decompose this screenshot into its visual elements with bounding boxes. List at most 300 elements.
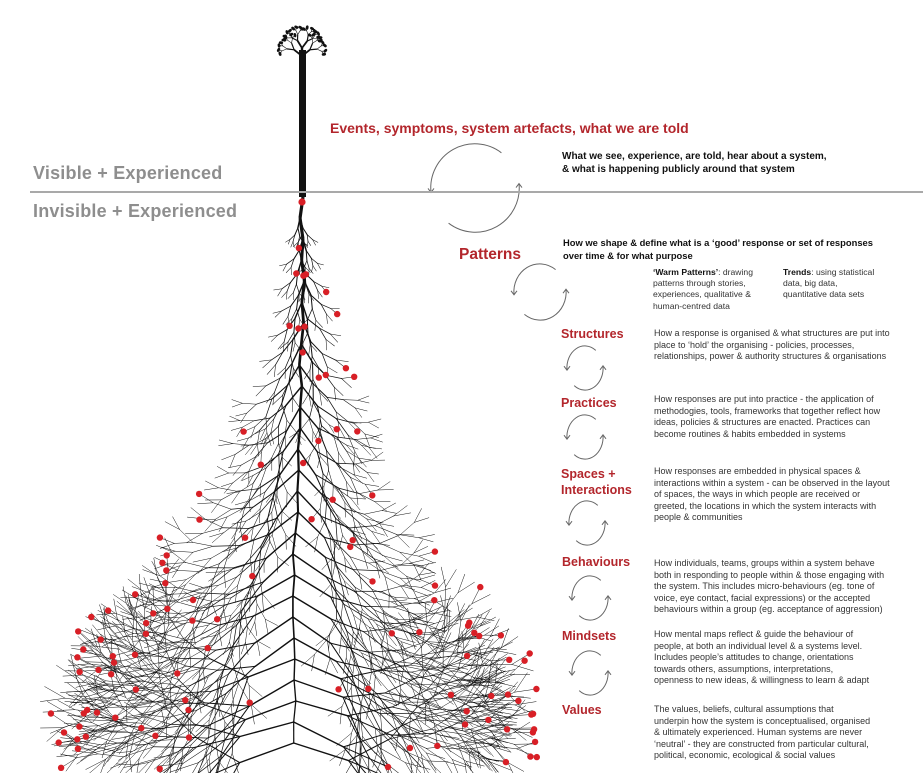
root-branch — [56, 665, 76, 678]
root-branch — [382, 585, 404, 591]
root-spine — [300, 218, 303, 239]
root-branch — [241, 642, 245, 654]
root-dot — [286, 323, 292, 329]
structures-title: Structures — [561, 327, 624, 341]
root-branch — [266, 399, 272, 417]
root-system-icon — [40, 197, 537, 773]
root-branch — [232, 403, 242, 407]
root-branch — [359, 633, 367, 648]
root-branch — [143, 570, 160, 576]
root-dot — [431, 597, 437, 603]
root-spine — [293, 575, 295, 596]
root-branch — [211, 500, 221, 513]
mindsets-line: towards others, assumptions, interpretations, — [654, 663, 834, 674]
root-branch — [298, 228, 300, 236]
root-dot — [164, 606, 170, 612]
root-dot — [298, 198, 305, 205]
root-branch — [514, 729, 532, 737]
root-branch — [286, 267, 291, 272]
events-description-line: & what is happening publicly around that system — [562, 164, 795, 175]
root-branch — [502, 708, 519, 710]
root-dot — [133, 686, 139, 692]
root-dot — [532, 739, 538, 745]
trends-text: : using statistical — [811, 267, 875, 277]
root-branch — [338, 453, 345, 464]
root-dot — [464, 653, 470, 659]
root-branch — [271, 433, 274, 444]
root-dot — [334, 311, 340, 317]
root-branch — [299, 470, 322, 494]
root-branch — [292, 398, 293, 412]
root-branch — [219, 488, 237, 492]
root-branch — [508, 763, 517, 773]
root-dot — [527, 650, 533, 656]
root-branch — [412, 672, 436, 683]
root-dot — [75, 628, 81, 634]
root-branch — [300, 428, 317, 452]
root-branch — [494, 703, 510, 711]
root-branch — [118, 716, 143, 720]
root-branch — [372, 531, 380, 543]
root-branch — [449, 611, 450, 631]
root-branch — [113, 595, 126, 604]
root-branch — [123, 587, 126, 604]
root-branch — [285, 435, 286, 447]
root-dot — [162, 580, 168, 586]
root-branch — [375, 610, 397, 620]
practices-line: ideas, policies & structures are enacted. Practices can — [654, 417, 871, 428]
crown-branch — [297, 41, 302, 48]
root-branch — [380, 714, 402, 737]
root-branch — [309, 268, 313, 273]
root-branch — [123, 717, 146, 720]
root-branch — [52, 740, 73, 744]
root-branch — [105, 628, 119, 650]
structures-description — [654, 328, 890, 363]
crown-branch — [282, 49, 287, 51]
root-branch — [161, 617, 179, 618]
root-branch — [114, 599, 118, 620]
values-line: political, economic, ecological & social values — [654, 750, 836, 761]
root-branch — [134, 759, 155, 765]
root-branch — [338, 453, 339, 467]
root-dot — [533, 686, 539, 692]
root-branch — [249, 430, 260, 438]
root-dot — [448, 692, 454, 698]
root-branch — [368, 422, 378, 428]
root-branch — [143, 654, 159, 676]
root-branch — [177, 691, 212, 693]
root-branch — [313, 379, 320, 392]
root-dot — [152, 733, 158, 739]
root-branch — [219, 440, 233, 444]
crown-branch — [296, 30, 298, 34]
root-branch — [419, 538, 434, 542]
root-branch — [337, 463, 355, 464]
root-dot — [334, 426, 340, 432]
root-branch — [355, 587, 373, 598]
root-branch — [186, 568, 207, 580]
root-branch — [422, 623, 428, 647]
root-branch — [440, 726, 458, 744]
root-branch — [205, 519, 223, 528]
root-dot — [163, 567, 169, 573]
root-branch — [47, 728, 63, 742]
root-branch — [154, 558, 157, 575]
root-branch — [47, 702, 64, 712]
root-branch — [419, 572, 434, 575]
root-branch — [349, 526, 375, 528]
root-branch — [368, 650, 401, 652]
root-branch — [190, 632, 195, 650]
root-branch — [361, 653, 369, 667]
root-dot — [293, 270, 299, 276]
root-dot — [174, 670, 180, 676]
root-branch — [485, 648, 501, 665]
root-branch — [420, 720, 445, 721]
root-branch — [460, 742, 481, 747]
root-dot — [369, 492, 375, 498]
root-branch — [317, 406, 321, 426]
root-branch — [307, 241, 308, 246]
warm-patterns-note — [653, 267, 753, 312]
root-branch — [205, 481, 218, 488]
practices-line: methodogies, tools, frameworks that together reflect how — [654, 405, 881, 416]
root-branch — [401, 565, 421, 566]
root-branch — [67, 691, 86, 692]
cycle-arrows-icon — [569, 576, 611, 620]
root-branch — [295, 533, 325, 557]
values-description — [654, 704, 870, 762]
root-branch — [206, 572, 223, 573]
root-branch — [375, 676, 388, 691]
mindsets-line: Includes people’s attitudes to change, orientations — [654, 652, 854, 663]
root-branch — [331, 597, 365, 606]
root-branch — [255, 617, 293, 643]
root-branch — [205, 519, 216, 531]
events-description-line: What we see, experience, are told, hear about a system, — [562, 151, 827, 162]
root-branch — [282, 511, 292, 520]
root-dot — [296, 245, 302, 251]
root-branch — [426, 748, 445, 761]
root-spine — [297, 491, 298, 512]
root-dot — [432, 582, 438, 588]
root-branch — [245, 445, 253, 455]
root-branch — [77, 754, 98, 758]
root-branch — [368, 619, 390, 624]
root-branch — [240, 722, 294, 737]
spaces-title-line: Spaces + — [561, 467, 616, 481]
root-spine — [302, 239, 303, 260]
events-title: Events, symptoms, system artefacts, what we are told — [330, 120, 689, 136]
root-branch — [320, 416, 328, 424]
root-branch — [364, 511, 382, 515]
root-branch — [378, 490, 394, 491]
root-branch — [219, 546, 239, 564]
root-branch — [231, 585, 251, 598]
root-branch — [420, 721, 440, 735]
root-branch — [458, 574, 465, 593]
root-branch — [302, 386, 318, 406]
root-dot — [61, 729, 67, 735]
root-dot — [185, 707, 191, 713]
root-branch — [245, 627, 247, 642]
root-branch — [86, 662, 103, 663]
root-branch — [281, 511, 282, 525]
root-branch — [139, 583, 156, 587]
root-branch — [256, 399, 272, 404]
root-dot — [351, 374, 357, 380]
crown-branch — [317, 49, 322, 51]
root-branch — [307, 261, 309, 269]
root-branch — [234, 677, 248, 718]
root-branch — [445, 593, 458, 611]
trends-text: quantitative data sets — [783, 289, 865, 300]
root-branch — [264, 554, 293, 582]
root-branch — [345, 557, 346, 572]
root-branch — [181, 670, 200, 685]
root-dot — [323, 289, 329, 295]
root-branch — [427, 607, 440, 623]
root-branch — [491, 704, 516, 705]
root-branch — [437, 598, 453, 602]
leaf-icon — [305, 25, 308, 30]
root-branch — [216, 509, 232, 519]
root-branch — [488, 636, 501, 648]
root-branch — [57, 755, 78, 757]
root-dot — [350, 537, 356, 543]
root-branch — [393, 607, 415, 614]
root-branch — [293, 554, 326, 577]
root-spine — [298, 449, 299, 470]
root-branch — [358, 400, 369, 403]
root-branch — [266, 378, 280, 386]
root-dot — [157, 766, 163, 772]
spaces-interactions-description — [654, 466, 890, 524]
root-branch — [250, 592, 251, 611]
root-dot — [515, 698, 521, 704]
root-branch — [400, 552, 414, 565]
root-branch — [311, 295, 321, 304]
root-branch — [66, 755, 78, 771]
warm-patterns-text: patterns through stories, — [653, 278, 746, 289]
root-dot — [385, 764, 391, 770]
root-dot — [416, 629, 422, 635]
cycle-arrows-icon — [511, 264, 569, 320]
root-dot — [94, 709, 100, 715]
root-spine — [294, 659, 295, 680]
behaviours-title: Behaviours — [562, 555, 631, 569]
root-dot — [159, 560, 165, 566]
root-branch — [293, 284, 296, 293]
root-branch — [240, 743, 294, 763]
root-dot — [531, 726, 537, 732]
root-branch — [400, 535, 418, 538]
root-branch — [327, 618, 337, 639]
root-branch — [116, 733, 139, 747]
root-branch — [380, 535, 400, 543]
root-branch — [213, 503, 231, 510]
root-branch — [289, 382, 293, 398]
root-branch — [458, 582, 475, 593]
root-branch — [185, 763, 199, 773]
root-branch — [275, 378, 281, 392]
root-branch — [336, 590, 337, 619]
root-dot — [132, 652, 138, 658]
root-dot — [196, 491, 202, 497]
root-branch — [359, 458, 372, 460]
root-branch — [485, 664, 512, 665]
root-branch — [278, 557, 289, 566]
root-branch — [89, 732, 112, 741]
root-branch — [393, 566, 407, 577]
root-branch — [358, 396, 369, 400]
root-branch — [343, 400, 355, 408]
root-branch — [422, 647, 424, 676]
root-branch — [368, 632, 372, 653]
root-dot — [143, 620, 149, 626]
root-dot — [76, 669, 82, 675]
root-branch — [163, 647, 179, 653]
root-dot — [335, 686, 341, 692]
root-branch — [186, 563, 207, 568]
spaces-line: people & communities — [654, 512, 743, 523]
root-branch — [382, 591, 401, 602]
root-dot — [112, 715, 118, 721]
crown-branch — [287, 40, 291, 43]
root-dot — [389, 630, 395, 636]
root-branch — [371, 452, 383, 460]
root-branch — [327, 450, 329, 470]
root-dot — [503, 759, 509, 765]
root-dot — [132, 591, 138, 597]
root-branch — [266, 417, 267, 433]
root-spine — [294, 701, 296, 722]
root-branch — [466, 742, 489, 762]
root-dot — [308, 516, 314, 522]
root-branch — [51, 714, 69, 726]
root-dot — [56, 739, 62, 745]
patterns-description-line: over time & for what purpose — [563, 249, 693, 261]
root-branch — [255, 622, 257, 636]
root-branch — [295, 228, 298, 235]
root-branch — [282, 291, 288, 297]
root-branch — [209, 737, 240, 773]
root-branch — [294, 250, 299, 258]
root-dot — [205, 645, 211, 651]
practices-title: Practices — [561, 396, 617, 410]
root-dot — [150, 610, 156, 616]
root-branch — [327, 397, 336, 412]
root-branch — [409, 560, 424, 564]
root-branch — [386, 630, 389, 650]
root-branch — [354, 533, 372, 543]
root-dot — [354, 428, 360, 434]
root-branch — [372, 543, 383, 556]
root-branch — [327, 397, 343, 399]
root-branch — [57, 710, 75, 711]
root-branch — [423, 653, 439, 676]
root-spine — [300, 386, 302, 407]
root-branch — [277, 495, 282, 511]
crown-branch — [310, 49, 317, 50]
root-branch — [216, 643, 255, 650]
trends-label: Trends — [783, 267, 812, 277]
root-branch — [446, 762, 466, 767]
events-description — [562, 150, 827, 176]
root-branch — [286, 291, 287, 299]
root-branch — [384, 613, 399, 620]
root-branch — [501, 637, 518, 648]
root-branch — [238, 507, 253, 522]
root-branch — [239, 641, 241, 667]
root-branch — [300, 407, 317, 428]
root-dot — [88, 614, 94, 620]
cycle-arrows-icon — [564, 415, 606, 459]
root-branch — [380, 543, 400, 552]
root-branch — [88, 751, 115, 773]
root-branch — [146, 633, 167, 651]
root-branch — [180, 530, 193, 543]
root-dot — [214, 616, 220, 622]
root-branch — [354, 533, 363, 552]
root-branch — [211, 677, 248, 691]
root-branch — [243, 403, 257, 404]
visible-zone-label: Visible + Experienced — [33, 163, 223, 183]
root-branch — [445, 587, 446, 610]
root-branch — [225, 577, 237, 592]
root-dot — [534, 754, 540, 760]
root-branch — [477, 609, 492, 617]
root-branch — [271, 352, 282, 360]
root-branch — [186, 533, 202, 542]
spaces-interactions-title — [561, 466, 632, 498]
root-branch — [256, 386, 266, 396]
root-branch — [472, 595, 490, 604]
root-branch — [346, 482, 348, 497]
root-dot — [301, 323, 307, 329]
root-branch — [108, 688, 118, 700]
root-branch — [375, 516, 394, 526]
root-branch — [61, 740, 72, 755]
root-branch — [171, 552, 186, 563]
root-branch — [496, 650, 516, 654]
values-line: underpin how the system is conceptualised, organised — [654, 715, 871, 726]
root-spine — [295, 512, 298, 533]
root-dot — [247, 700, 253, 706]
root-branch — [232, 400, 243, 404]
values-line: ‘neutral’ - they are constructed from particular cultural, — [654, 738, 869, 749]
patterns-description — [563, 237, 873, 262]
root-branch — [233, 444, 249, 446]
root-branch — [419, 556, 434, 563]
root-branch — [372, 531, 385, 535]
root-dot — [157, 534, 163, 540]
root-branch — [446, 570, 457, 587]
root-branch — [101, 731, 127, 732]
cycle-arrows-icon — [569, 651, 611, 695]
root-dot — [242, 535, 248, 541]
root-branch — [363, 552, 368, 569]
patterns-title: Patterns — [459, 246, 522, 263]
root-branch — [63, 675, 83, 676]
root-dot — [258, 462, 264, 468]
root-branch — [283, 264, 287, 271]
mindsets-line: openness to new ideas, & willingness to learn & adapt — [654, 675, 870, 686]
root-branch — [293, 596, 331, 619]
practices-description — [654, 394, 880, 440]
root-branch — [342, 379, 352, 388]
